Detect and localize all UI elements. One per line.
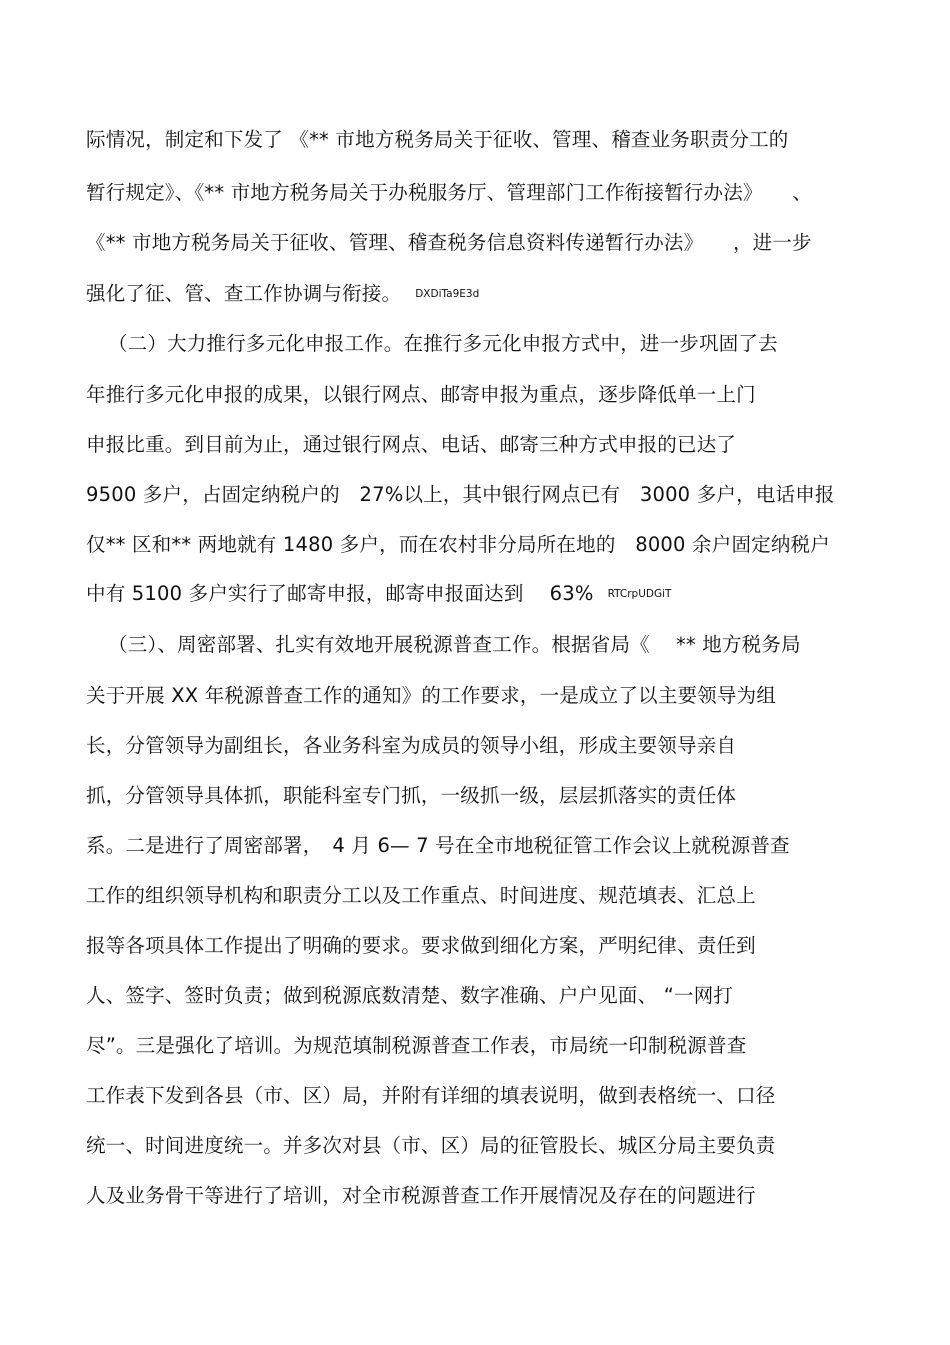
text-line-17 (86, 933, 756, 959)
text-line-2 (86, 180, 812, 206)
text-line-13-content: 长，分管领导为副组长，各业务科室为成员的领导小组，形成主要领导亲自 (86, 734, 737, 757)
text-line-9-content: 仅** 区和** 两地就有 1480 多户，而在农村非分局所在地的 8000 余户固定纳税户 (86, 533, 830, 556)
text-line-12 (86, 683, 776, 709)
text-line-1-content: 际情况，制定和下发了 《** 市地方税务局关于征收、管理、稽查业务职责分工的 (86, 128, 789, 151)
text-line-6 (86, 382, 756, 408)
text-line-14-content: 抓，分管领导具体抓，职能科室专门抓，一级抓一级，层层抓落实的责任体 (86, 784, 737, 807)
section-heading-3 (108, 632, 801, 658)
text-line-8-content: 9500 多户，占固定纳税户的 27%以上，其中银行网点已有 3000 多户，电话申报 (86, 483, 835, 506)
text-line-3 (86, 230, 812, 256)
text-line-21-content: 统一、时间进度统一。并多次对县（市、区）局的征管股长、城区分局主要负责 (86, 1134, 776, 1157)
text-line-4 (86, 281, 479, 307)
text-line-21 (86, 1133, 776, 1159)
text-line-13 (86, 733, 736, 759)
text-line-2-content: 暂行规定》、《** 市地方税务局关于办税服务厅、管理部门工作衔接暂行办法》 、 (86, 181, 812, 204)
text-line-18 (86, 983, 733, 1009)
text-line-22 (86, 1183, 756, 1209)
text-line-1 (86, 127, 789, 153)
section-heading-2 (108, 331, 778, 357)
text-line-16-content: 工作的组织领导机构和职责分工以及工作重点、时间进度、规范填表、汇总上 (86, 884, 756, 907)
text-line-10-content: 中有 5100 多户实行了邮寄申报，邮寄申报面达到 63% (86, 582, 594, 605)
text-line-20 (86, 1083, 776, 1109)
section-heading-2-content: （二）大力推行多元化申报工作。在推行多元化申报方式中，进一步巩固了去 (108, 332, 778, 355)
text-line-19-content: 尽”。三是强化了培训。为规范填制税源普查工作表，市局统一印制税源普查 (86, 1034, 747, 1057)
text-line-14 (86, 783, 736, 809)
text-line-10 (86, 581, 671, 607)
text-line-6-content: 年推行多元化申报的成果，以银行网点、邮寄申报为重点，逐步降低单一上门 (86, 383, 756, 406)
text-line-17-content: 报等各项具体工作提出了明确的要求。要求做到细化方案，严明纪律、责任到 (86, 934, 756, 957)
section-heading-3-content: （三）、周密部署、扎实有效地开展税源普查工作。根据省局《 ** 地方税务局 (108, 633, 801, 656)
text-line-15 (86, 833, 790, 859)
text-line-4-content: 强化了征、管、查工作协调与衔接。 (86, 282, 402, 305)
text-line-16 (86, 883, 756, 909)
text-line-22-content: 人及业务骨干等进行了培训，对全市税源普查工作开展情况及存在的问题进行 (86, 1184, 756, 1207)
text-line-18-content: 人、签字、签时负责；做到税源底数清楚、数字准确、户户见面、 “一网打 (86, 984, 734, 1007)
text-line-7 (86, 432, 736, 458)
text-line-19 (86, 1033, 746, 1059)
inline-code-1: DXDiTa9E3d (415, 288, 480, 300)
text-line-9 (86, 532, 830, 558)
text-line-7-content: 申报比重。到目前为止，通过银行网点、电话、邮寄三种方式申报的已达了 (86, 433, 737, 456)
text-line-3-content: 《** 市地方税务局关于征收、管理、稽查税务信息资料传递暂行办法》 ，进一步 (86, 231, 812, 254)
text-line-8 (86, 482, 835, 508)
text-line-15-content: 系。二是进行了周密部署， 4 月 6— 7 号在全市地税征管工作会议上就税源普查 (86, 834, 790, 857)
text-line-20-content: 工作表下发到各县（市、区）局，并附有详细的填表说明，做到表格统一、口径 (86, 1084, 776, 1107)
inline-code-2: RTCrpUDGiT (607, 588, 672, 600)
text-line-12-content: 关于开展 XX 年税源普查工作的通知》的工作要求，一是成立了以主要领导为组 (86, 684, 777, 707)
